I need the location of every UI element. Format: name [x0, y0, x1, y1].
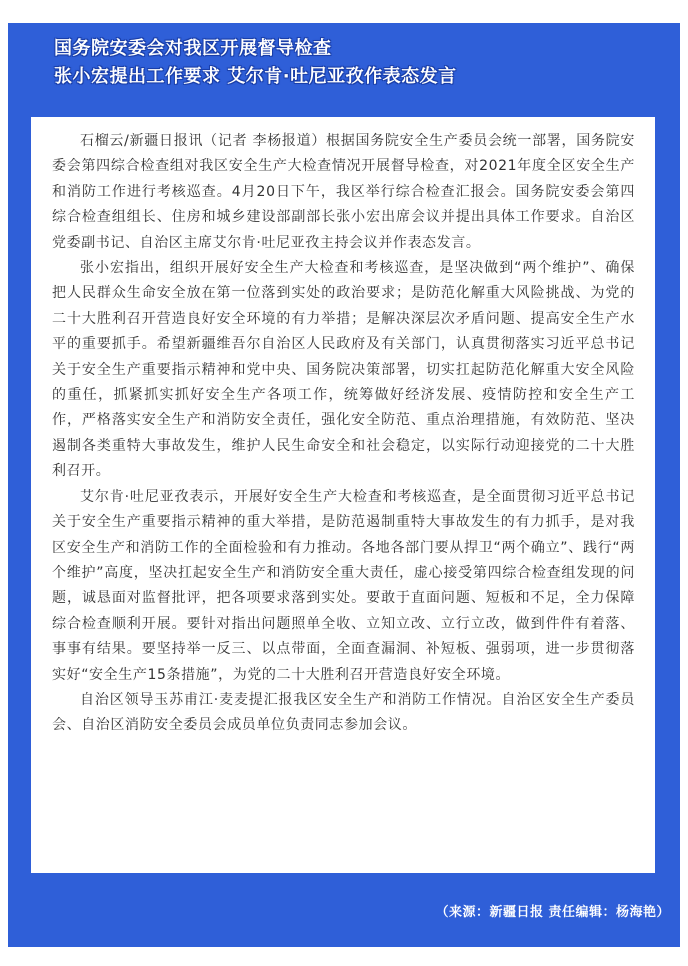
headline-line-1: 国务院安委会对我区开展督导检查	[54, 38, 332, 59]
headline-line-2: 张小宏提出工作要求 艾尔肯·吐尼亚孜作表态发言	[54, 66, 457, 87]
paragraph-1: 石榴云/新疆日报讯（记者 李杨报道）根据国务院安全生产委员会统一部署，国务院安委会第四综合检查组对我区安全生产大检查情况开展督导检查，对2021年度全区安全生产和消防工作进行考核巡查。4月20日下午，我区举行综合检查汇报会。国务院安委会第四综合检查组组长、住房和城乡建设部副部长张小宏出席会议并提出具体工作要求。自治区党委副书记、自治区主席艾尔肯·吐尼亚孜主持会议并作表态发言。	[52, 133, 635, 251]
headline	[54, 35, 457, 91]
paragraph-3: 艾尔肯·吐尼亚孜表示，开展好安全生产大检查和考核巡查，是全面贯彻习近平总书记关于安全生产重要指示精神的重大举措，是防范遏制重特大事故发生的有力抓手，是对我区安全生产和消防工作的全面检验和有力推动。各地各部门要从捍卫“两个确立”、践行“两个维护”高度，坚决扛起安全生产和消防安全重大责任，虚心接受第四综合检查组发现的问题，诚恳面对监督批评，把各项要求落到实处。要敢于直面问题、短板和不足，全力保障综合检查顺利开展。要针对指出问题照单全收、立知立改、立行立改，做到件件有着落、事事有结果。要坚持举一反三、以点带面，全面查漏洞、补短板、强弱项，进一步贯彻落实好“安全生产15条措施”，为党的二十大胜利召开营造良好安全环境。	[52, 488, 635, 683]
source-credit: （来源：新疆日报 责任编辑：杨海艳）	[435, 905, 670, 920]
article-frame	[8, 23, 680, 947]
article-body	[31, 117, 655, 873]
paragraph-2: 张小宏指出，组织开展好安全生产大检查和考核巡查，是坚决做到“两个维护”、确保把人民群众生命安全放在第一位落到实处的政治要求；是防范化解重大风险挑战、为党的二十大胜利召开营造良好安全环境的有力举措；是解决深层次矛盾问题、提高安全生产水平的重要抓手。希望新疆维吾尔自治区人民政府及有关部门，认真贯彻落实习近平总书记关于安全生产重要指示精神和党中央、国务院决策部署，切实扛起防范化解重大安全风险的重任，抓紧抓实抓好安全生产各项工作，统筹做好经济发展、疫情防控和安全生产工作，严格落实安全生产和消防安全责任，强化安全防范、重点治理措施，有效防范、坚决遏制各类重特大事故发生，维护人民生命安全和社会稳定，以实际行动迎接党的二十大胜利召开。	[52, 260, 635, 480]
paragraph-4: 自治区领导玉苏甫江·麦麦提汇报我区安全生产和消防工作情况。自治区安全生产委员会、自治区消防安全委员会成员单位负责同志参加会议。	[52, 691, 635, 734]
